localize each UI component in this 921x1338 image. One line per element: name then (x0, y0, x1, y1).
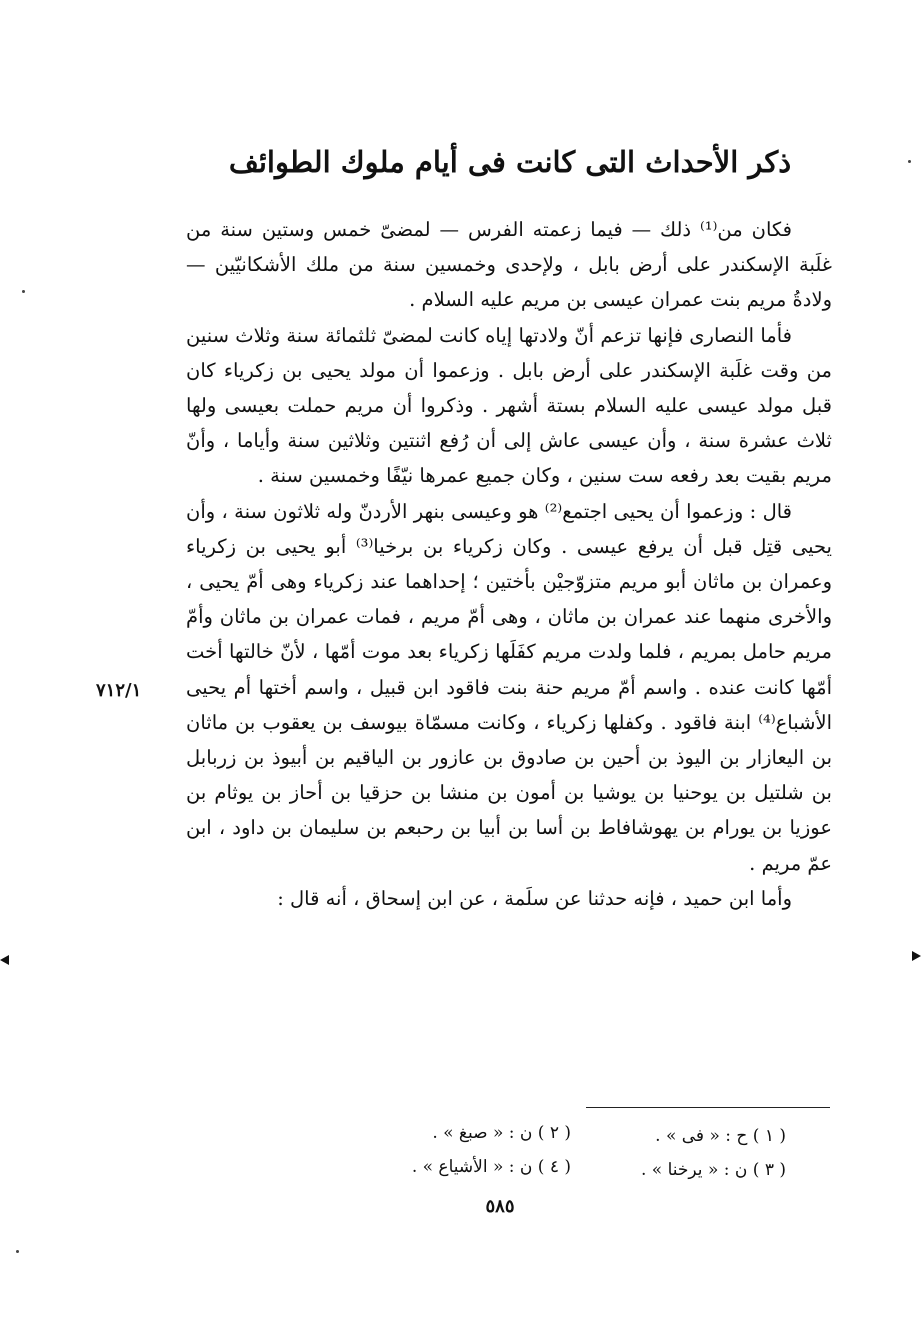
footnote-2: ( ٢ ) ن : « صبغ » . (432, 1123, 571, 1143)
paragraph-2: فأما النصارى فإنها تزعم أنّ ولادتها إياه كانت لمضىّ ثلثمائة سنة وثلاث سنين من وقت غلَبة الإسكندر على أرض بابل . وزعموا أن مولد يحيى بن زكرياء كان قبل مولد عيسى عليه السلام بستة أشهر . وذكروا أن مريم حملت بعيسى ولها ثلاث عشرة سنة ، وأن عيسى عاش إلى أن رُفع اثنتين وثلاثين سنة وأياما ، وأنّ مريم بقيت بعد رفعه ست سنين ، وكان جميع عمرها نيّفًا وخمسين سنة . (186, 323, 832, 488)
margin-reference: ٧١٢/١ (96, 680, 142, 701)
paragraph-3: قال : وزعموا أن يحيى اجتمع⁽²⁾ هو وعيسى بنهر الأردنّ وله ثلاثون سنة ، وأن يحيى قتِل قبل أن يرفع عيسى . وكان زكرياء بن برخيا⁽³⁾ أبو يحيى بن زكرياء وعمران بن ماثان أبو مريم متزوّجيْن بأختين ؛ إحداهما عند زكرياء وهى أمّ يحيى ، والأخرى منهما عند عمران بن ماثان ، وهى أمّ مريم ، فمات عمران بن ماثان وأمّ مريم حامل بمريم ، فلما ولدت مريم كفَلَها زكرياء بعد موت أمّها ، لأنّ خالتها أخت أمّها كانت عنده . واسم أمّ مريم حنة بنت فاقود ابن قبيل ، واسم أختها أم يحيى الأشباع⁽⁴⁾ ابنة فاقود . وكفلها زكرياء ، وكانت مسمّاة بيوسف بن يعقوب بن ماثان بن اليعازار بن اليوذ بن أحين بن صادوق بن عازور بن الياقيم بن أبيوذ بن زربابل بن شلتيل بن يوحنيا بن يوشيا بن أمون بن منشا بن حزقيا بن أحاز بن يوثام بن عوزيا بن يورام بن يهوشافاط بن أسا بن أبيا بن رحبعم بن سليمان بن داود ، ابن عمّ مريم . (186, 499, 832, 875)
paragraph-4: وأما ابن حميد ، فإنه حدثنا عن سلَمة ، عن ابن إسحاق ، أنه قال : (277, 886, 792, 910)
paragraph-1: فكان من⁽¹⁾ ذلك — فيما زعمته الفرس — لمضىّ خمس وستين سنة من غلَبة الإسكندر على أرض بابل ، ولإحدى وخمسين سنة من ملك الأشكانيّين — ولادةُ مريم بنت عمران عيسى بن مريم عليه السلام . (186, 218, 832, 312)
scan-speck (16, 1250, 19, 1253)
footnote-3: ( ٣ ) ن : « يرخنا » . (641, 1160, 786, 1180)
scan-speck (22, 290, 25, 293)
scan-speck (908, 160, 911, 163)
body-text (186, 212, 832, 916)
scan-edge-mark (912, 951, 921, 961)
footnote-1: ( ١ ) ح : « فى » . (655, 1126, 786, 1146)
footnote-divider (586, 1107, 830, 1108)
scan-edge-mark (0, 955, 9, 965)
page-number: ٥٨٥ (485, 1196, 515, 1217)
section-heading: ذكر الأحداث التى كانت فى أيام ملوك الطوائف (228, 145, 792, 179)
footnote-4: ( ٤ ) ن : « الأشياع » . (411, 1157, 571, 1177)
